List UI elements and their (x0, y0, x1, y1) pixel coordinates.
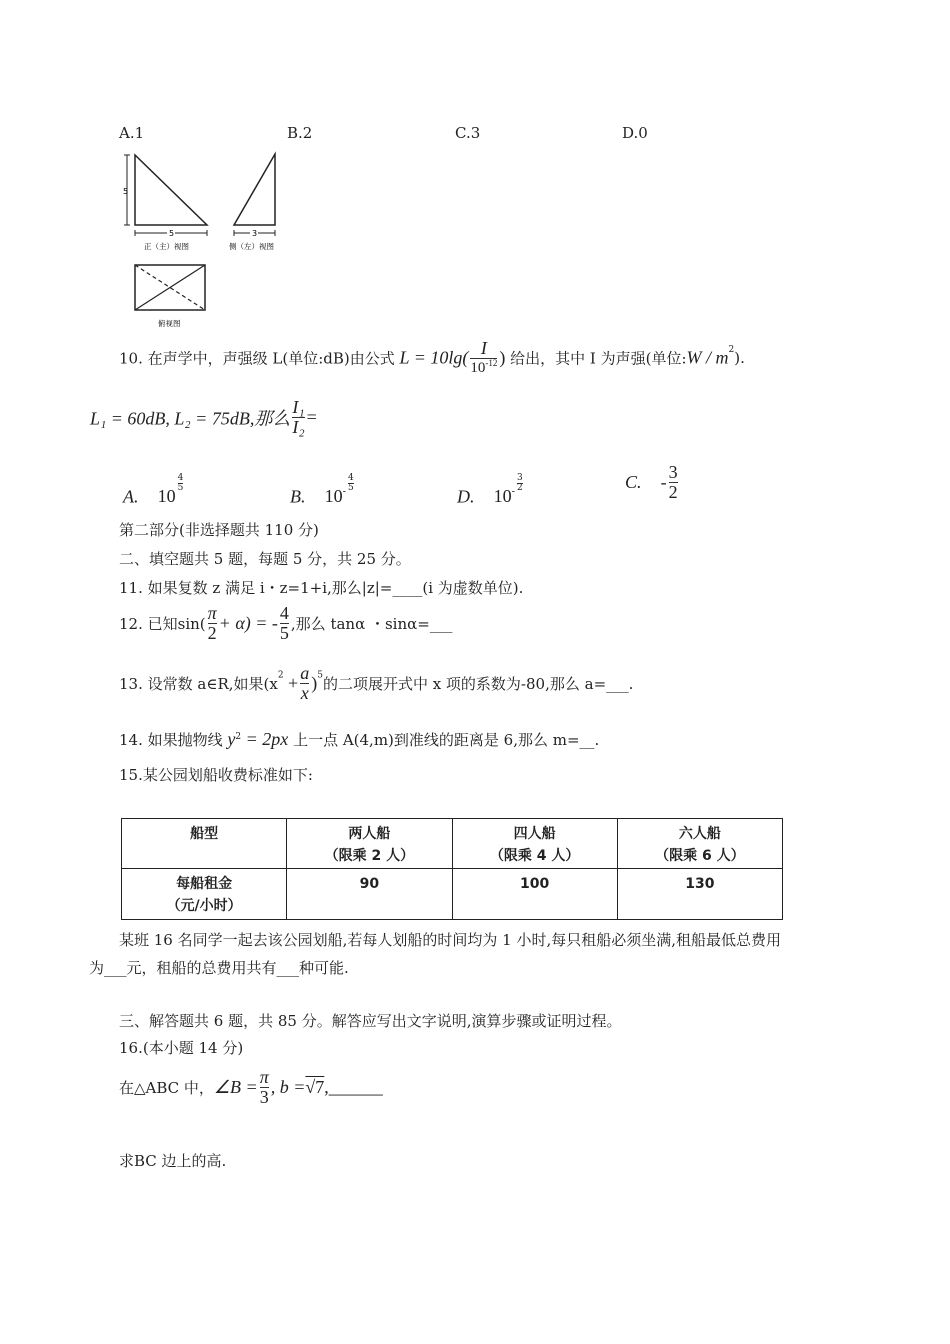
q9-option-d: D.0 (622, 124, 648, 142)
fee-table-header: 船型 (122, 819, 287, 869)
q12: 12. 已知sin( $\frac{\pi}{2}$ + α) = - $\frac{4}{5}$ ,那么 tanα ・sinα=___ (119, 603, 453, 643)
q10-option-c: C. - $\frac{3}{2}$ (625, 462, 678, 502)
q10-option-a: A. 10 $\frac{4}{5}$ (123, 473, 184, 507)
q14: 14. 如果抛物线 $y^2 = 2px$ 上一点 A(4,m)到准线的距离是 6,那么 m=__. (119, 729, 600, 749)
q10-option-b: B. 10- $\frac{4}{5}$ (290, 473, 354, 507)
front-view-triangle (135, 155, 207, 225)
part2-heading: 第二部分(非选择题共 110 分) (119, 521, 319, 539)
side-view-triangle (234, 154, 275, 225)
front-view-label: 正（主）视图 (144, 242, 189, 251)
q9-option-c: C.3 (455, 124, 481, 142)
q15-text-line2: 为___元，租船的总费用共有___种可能. (89, 959, 349, 977)
front-height-label: 5 (123, 187, 129, 196)
part2-section: 二、填空题共 5 题，每题 5 分，共 25 分。 (119, 550, 411, 568)
q10-statement: 10. 在声学中，声强级 L(单位:dB)由公式 L = 10lg( $\frac{I}{10^{-12}}$ ) 给出，其中 I 为声强(单位:W / $m^2$). (119, 338, 745, 376)
q10-ratio: $\frac{\text{I₁}}{\text{I₂}}$ (292, 397, 305, 437)
three-views-figure (118, 150, 298, 332)
q10-given: L₁ = 60dB, L₂ = 75dB,那么 $\frac{\text{I₁}}{\text{I₂}}$ = (90, 397, 317, 437)
q16-title: 16.(本小题 14 分) (119, 1039, 244, 1057)
q15-intro: 15.某公园划船收费标准如下: (119, 766, 313, 784)
side-width-label: 3 (252, 229, 258, 238)
fee-table-row-label: 每船租金 （元/小时） (122, 869, 287, 920)
part3-section: 三、解答题共 6 题，共 85 分。解答应写出文字说明,演算步骤或证明过程。 (119, 1012, 622, 1030)
q16-ask: 求BC 边上的高. (119, 1152, 227, 1170)
q10-option-d: D. 10- $\frac{3}{2}$ (457, 473, 523, 507)
q15-text-line1: 某班 16 名同学一起去该公园划船,若每人划船的时间均为 1 小时,每只租船必须坐满,租船最低总费用 (119, 931, 782, 949)
q9-option-b: B.2 (287, 124, 313, 142)
fee-table-header: 六人船 （限乘 6 人） (617, 819, 782, 869)
q11: 11. 如果复数 z 满足 i・z=1+i,那么|z|=____(i 为虚数单位). (119, 579, 524, 597)
side-view-label: 侧（左）视图 (229, 242, 274, 251)
fee-table-cell: 100 (452, 869, 617, 920)
q9-option-a: A.1 (119, 124, 145, 142)
fee-table-header: 四人船 （限乘 4 人） (452, 819, 617, 869)
q16-statement: 在△ABC 中，∠B = $\frac{\pi}{3}$ , b =√7,______ (119, 1067, 383, 1107)
fee-table (121, 818, 783, 920)
q13: 13. 设常数 a∈R,如果($x^2$ + $\frac{a}{x}$ )$^5$的二项展开式中 x 项的系数为-80,那么 a=___. (119, 663, 634, 703)
front-width-label: 5 (169, 229, 175, 238)
fee-table-header: 两人船 （限乘 2 人） (287, 819, 452, 869)
q10-formula-fraction: $\frac{I}{10^{-12}}$ (470, 338, 498, 376)
fee-table-cell: 90 (287, 869, 452, 920)
top-view-label: 俯视图 (158, 319, 181, 328)
fee-table-cell: 130 (617, 869, 782, 920)
